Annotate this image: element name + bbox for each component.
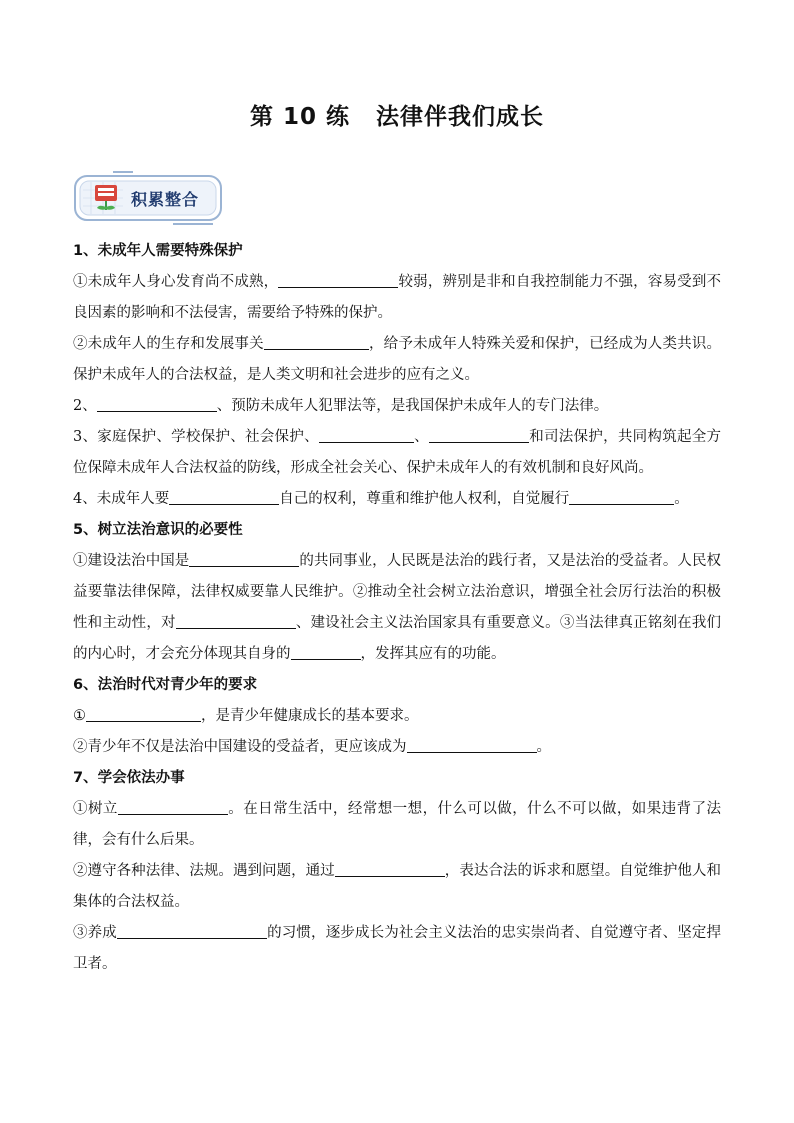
worksheet-content: [73, 236, 721, 980]
section-5-heading: 5、树立法治意识的必要性: [73, 522, 243, 538]
answer-blank[interactable]: [169, 488, 279, 505]
answer-blank[interactable]: [118, 798, 228, 815]
answer-blank[interactable]: [176, 612, 296, 629]
section-2: 2、 、预防未成年人犯罪法等，是我国保护未成年人的专门法律。: [73, 391, 721, 422]
section-1-heading: 1、未成年人需要特殊保护: [73, 243, 243, 259]
answer-blank[interactable]: [407, 736, 537, 753]
section-6-heading: 6、法治时代对青少年的要求: [73, 677, 258, 693]
section-7-item-1: ①树立 。在日常生活中，经常想一想，什么可以做，什么不可以做，如果违背了法律，会有什么后果。: [73, 794, 721, 856]
section-6-item-1: ① ，是青少年健康成长的基本要求。: [73, 701, 721, 732]
answer-blank[interactable]: [291, 643, 361, 660]
section-7-item-2: ②遵守各种法律、法规。遇到问题，通过 ，表达合法的诉求和愿望。自觉维护他人和集体的合法权益。: [73, 856, 721, 918]
section-7-heading: 7、学会依法办事: [73, 770, 185, 786]
answer-blank[interactable]: [278, 271, 398, 288]
lesson-number: 第 10 练: [249, 104, 351, 130]
section-3: 3、家庭保护、学校保护、社会保护、 、 和司法保护，共同构筑起全方位保障未成年人合法权益的防线，形成全社会关心、保护未成年人的有效机制和良好风尚。: [73, 422, 721, 484]
section-4: 4、未成年人要 自己的权利，尊重和维护他人权利，自觉履行 。: [73, 484, 721, 515]
section-5-body: ①建设法治中国是 的共同事业，人民既是法治的践行者，又是法治的受益者。人民权益要靠法律保障，法律权威要靠人民维护。②推动全社会树立法治意识，增强全社会厉行法治的积极性和主动性，对 、建设社会主义法治国家具有重要意义。③当法律真正铭刻在我们的内心时，才会充分体现其自身的 ，发挥其应有的功能。: [73, 546, 721, 670]
answer-blank[interactable]: [335, 860, 445, 877]
answer-blank[interactable]: [264, 333, 369, 350]
page-title: [0, 98, 794, 131]
answer-blank[interactable]: [117, 922, 267, 939]
answer-blank[interactable]: [97, 395, 217, 412]
section-1-item-2: ②未成年人的生存和发展事关 ，给予未成年人特殊关爱和保护，已经成为人类共识。保护未成年人的合法权益，是人类文明和社会进步的应有之义。: [73, 329, 721, 391]
answer-blank[interactable]: [189, 550, 299, 567]
section-6-item-2: ②青少年不仅是法治中国建设的受益者，更应该成为 。: [73, 732, 721, 763]
answer-blank[interactable]: [86, 705, 201, 722]
answer-blank[interactable]: [569, 488, 674, 505]
answer-blank[interactable]: [319, 426, 414, 443]
section-1-item-1: ①未成年人身心发育尚不成熟， 较弱，辨别是非和自我控制能力不强，容易受到不良因素的影响和不法侵害，需要给予特殊的保护。: [73, 267, 721, 329]
lesson-title: 法律伴我们成长: [376, 104, 545, 130]
answer-blank[interactable]: [429, 426, 529, 443]
badge-label: 积累整合: [131, 190, 200, 209]
section-7-item-3: ③养成 的习惯，逐步成长为社会主义法治的忠实崇尚者、自觉遵守者、坚定捍卫者。: [73, 918, 721, 980]
